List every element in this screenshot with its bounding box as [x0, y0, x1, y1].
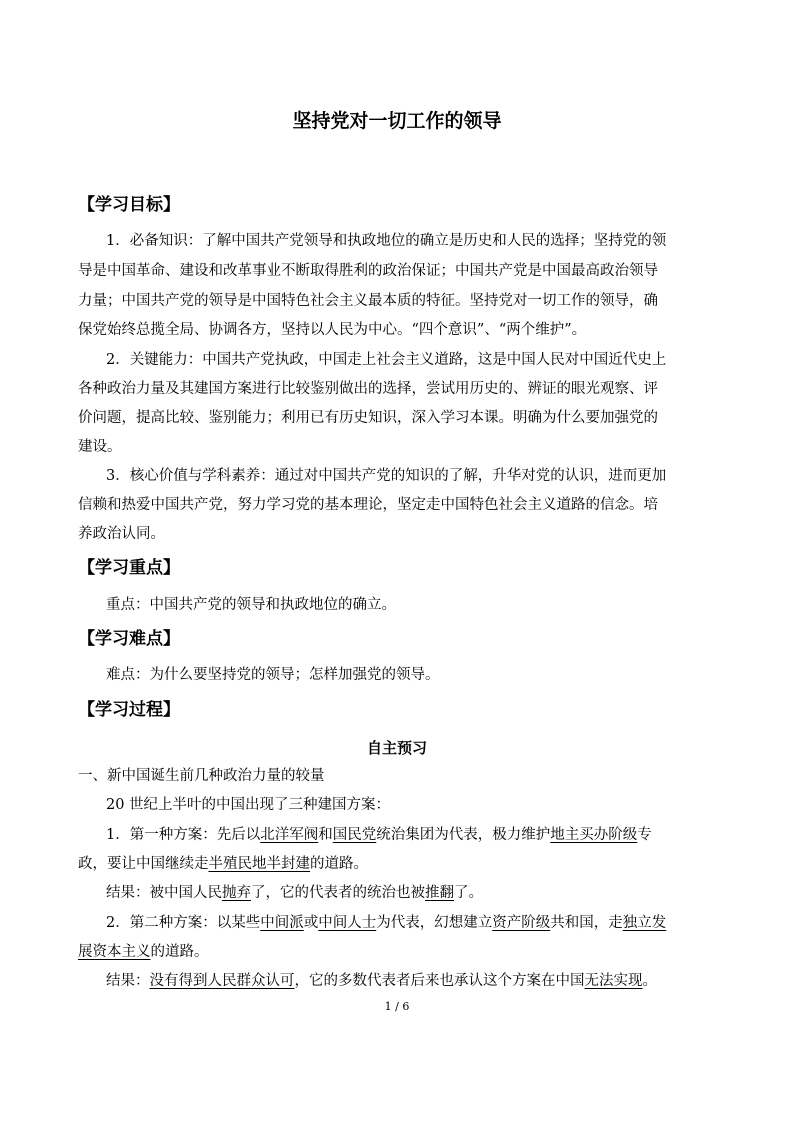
goals-line: 3．核心价值与学科素养：通过对中国共产党的知识的了解，升华对党的认识，进而更加: [106, 468, 667, 484]
page-number: 1 / 6: [384, 1000, 410, 1013]
underlined-answer: 展资本主义: [78, 944, 151, 960]
section-heading-focus: 【学习重点】: [78, 558, 180, 578]
section-heading-difficulty: 【学习难点】: [78, 629, 180, 649]
difficulty-text: 难点：为什么要坚持党的领导；怎样加强党的领导。: [106, 667, 440, 683]
section-heading-goals: 【学习目标】: [78, 195, 180, 215]
result1-line: 结果：被中国人民抛弃了，它的代表者的统治也被推翻了。: [106, 885, 483, 901]
goals-line: 导是中国革命、建设和改革事业不断取得胜利的政治保证；中国共产党是中国最高政治领导: [78, 263, 658, 279]
document-title: 坚持党对一切工作的领导: [292, 110, 502, 132]
underlined-answer: 半殖民地半封建: [208, 856, 310, 872]
underlined-answer: 北洋军阀: [260, 827, 319, 843]
goals-line: 各种政治力量及其建国方案进行比较鉴别做出的选择，尝试用历史的、辨证的眼光观察、评: [78, 381, 658, 397]
goals-line: 价问题，提高比较、鉴别能力；利用已有历史知识，深入学习本课。明确为什么要加强党的: [78, 410, 658, 426]
goals-line: 1．必备知识：了解中国共产党领导和执政地位的确立是历史和人民的选择；坚持党的领: [106, 233, 667, 249]
goals-line: 建设。: [78, 439, 122, 455]
plan2-line: 2．第二种方案：以某些中间派或中间人士为代表，幻想建立资产阶级共和国，走独立发: [106, 915, 667, 931]
goals-line: 2．关键能力：中国共产党执政，中国走上社会主义道路，这是中国人民对中国近代史上: [106, 352, 667, 368]
focus-text: 重点：中国共产党的领导和执政地位的确立。: [106, 597, 396, 613]
plan1-line: 1．第一种方案：先后以北洋军阀和国民党统治集团为代表，极力维护地主买办阶级专: [106, 827, 652, 843]
underlined-answer: 抛弃: [222, 885, 251, 901]
underlined-answer: 中间派: [260, 915, 304, 931]
underlined-answer: 资产阶级: [492, 915, 551, 931]
goals-line: 信赖和热爱中国共产党，努力学习党的基本理论，坚定走中国特色社会主义道路的信念。培: [78, 497, 658, 513]
result2-line: 结果：没有得到人民群众认可，它的多数代表者后来也承认这个方案在中国无法实现。: [106, 973, 657, 989]
intro-text: 20 世纪上半叶的中国出现了三种建国方案：: [106, 797, 391, 813]
underlined-answer: 推翻: [425, 885, 454, 901]
underlined-answer: 独立发: [622, 915, 667, 931]
underlined-answer: 没有得到人民群众认可: [149, 973, 295, 989]
part1-heading: 一、新中国诞生前几种政治力量的较量: [78, 768, 325, 784]
section-heading-process: 【学习过程】: [78, 700, 180, 720]
underlined-answer: 中间人士: [318, 915, 377, 931]
goals-line: 保党始终总揽全局、协调各方，坚持以人民为中心。“四个意识”、“两个维护”。: [78, 322, 587, 338]
underlined-answer: 国民党: [332, 827, 377, 843]
plan2-line: 展资本主义的道路。: [78, 944, 209, 960]
underlined-answer: 无法实现: [584, 973, 643, 989]
goals-line: 力量；中国共产党的领导是中国特色社会主义最本质的特征。坚持党对一切工作的领导，确: [78, 293, 658, 309]
plan1-line: 政，要让中国继续走半殖民地半封建的道路。: [78, 856, 368, 872]
underlined-answer: 地主买办阶级: [550, 827, 638, 843]
preview-heading: 自主预习: [366, 739, 427, 757]
goals-line: 养政治认同。: [78, 526, 165, 542]
